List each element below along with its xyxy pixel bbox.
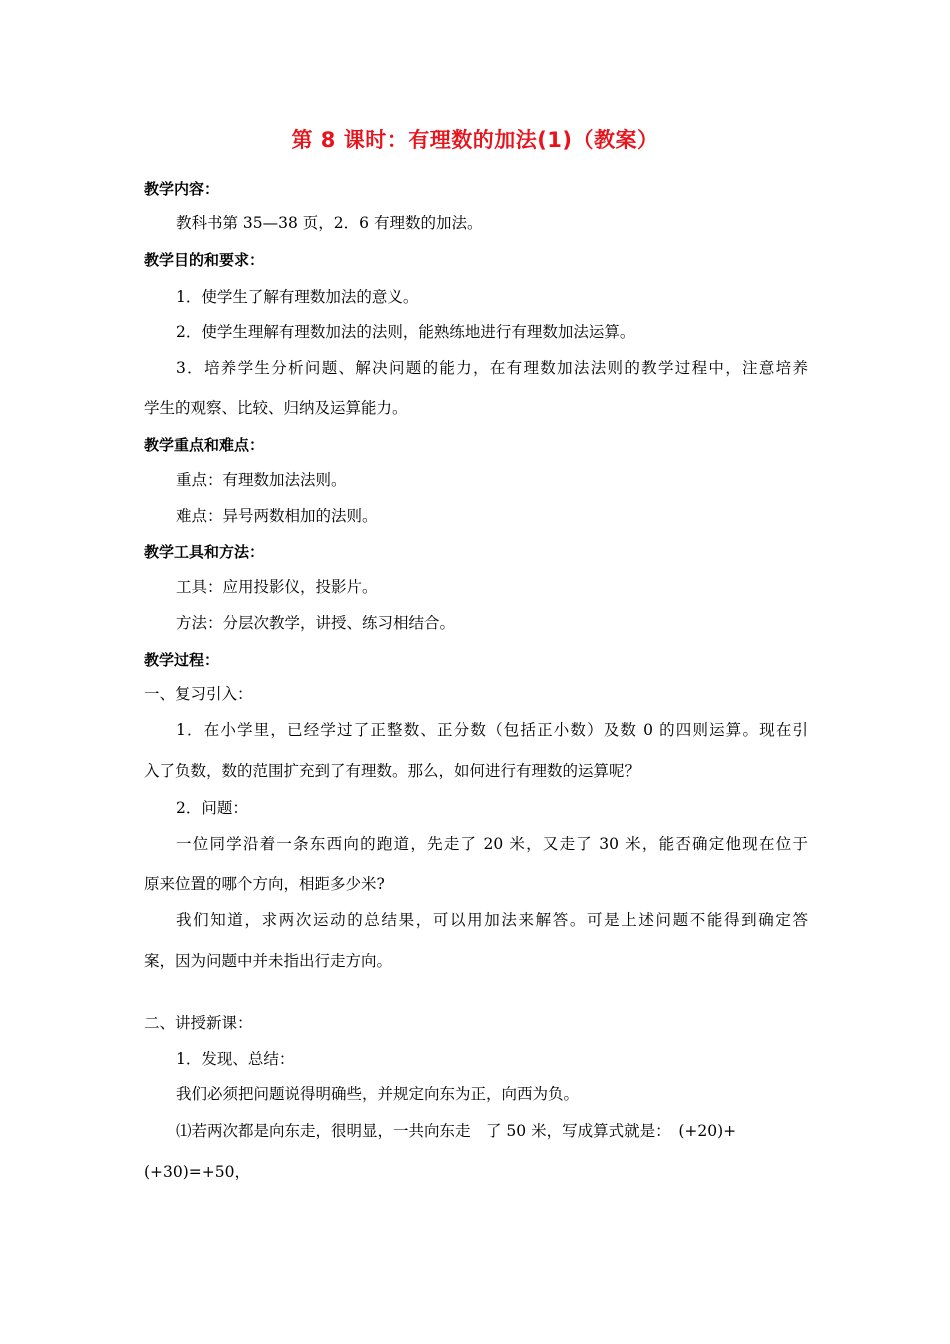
part2-paragraph-3-line-2: (+30)=+50， xyxy=(144,1163,251,1181)
goal-item-2: 2．使学生理解有理数加法的法则，能熟练地进行有理数加法运算。 xyxy=(176,323,636,341)
part2-heading: 二、讲授新课： xyxy=(144,1014,253,1032)
part2-paragraph-2: 我们必须把问题说得明确些，并规定向东为正，向西为负。 xyxy=(176,1085,580,1103)
part1-paragraph-2: 2．问题： xyxy=(176,799,248,817)
section-heading-content: 教学内容： xyxy=(144,180,220,198)
section-heading-process: 教学过程： xyxy=(144,651,220,669)
section-heading-tools: 教学工具和方法： xyxy=(144,543,265,561)
part1-paragraph-4-line-2: 案，因为问题中并未指出行走方向。 xyxy=(144,952,393,970)
goal-item-3-line-1: 3．培养学生分析问题、解决问题的能力，在有理数加法法则的教学过程中，注意培养 xyxy=(176,359,808,377)
part1-paragraph-4-line-1: 我们知道，求两次运动的总结果，可以用加法来解答。可是上述问题不能得到确定答 xyxy=(176,911,808,929)
paragraph-difficulty: 难点：异号两数相加的法则。 xyxy=(176,507,378,525)
part1-heading: 一、复习引入： xyxy=(144,685,253,703)
part2-paragraph-3-line-1: ⑴若两次都是向东走，很明显，一共向东走 了 50 米，写成算式就是： (+20)+ xyxy=(176,1122,737,1140)
part1-paragraph-3-line-2: 原来位置的哪个方向，相距多少米? xyxy=(144,875,385,893)
part1-paragraph-1-line-2: 入了负数，数的范围扩充到了有理数。那么，如何进行有理数的运算呢？ xyxy=(144,762,641,780)
paragraph-methods: 方法：分层次教学，讲授、练习相结合。 xyxy=(176,614,456,632)
part1-paragraph-1-line-1: 1．在小学里，已经学过了正整数、正分数（包括正小数）及数 0 的四则运算。现在引 xyxy=(176,721,808,739)
goal-item-1: 1．使学生了解有理数加法的意义。 xyxy=(176,288,419,306)
paragraph-keypoint: 重点：有理数加法法则。 xyxy=(176,471,347,489)
section-heading-goals: 教学目的和要求： xyxy=(144,251,265,269)
page-title: 第 8 课时：有理数的加法(1)（教案） xyxy=(291,128,659,152)
section-heading-keypoints: 教学重点和难点： xyxy=(144,436,265,454)
paragraph-tools: 工具：应用投影仪，投影片。 xyxy=(176,578,378,596)
part1-paragraph-3-line-1: 一位同学沿着一条东西向的跑道，先走了 20 米，又走了 30 米，能否确定他现在位于 xyxy=(176,835,808,853)
paragraph-content: 教科书第 35—38 页，2．6 有理数的加法。 xyxy=(176,214,483,232)
part2-paragraph-1: 1．发现、总结： xyxy=(176,1050,295,1068)
goal-item-3-line-2: 学生的观察、比较、归纳及运算能力。 xyxy=(144,399,408,417)
